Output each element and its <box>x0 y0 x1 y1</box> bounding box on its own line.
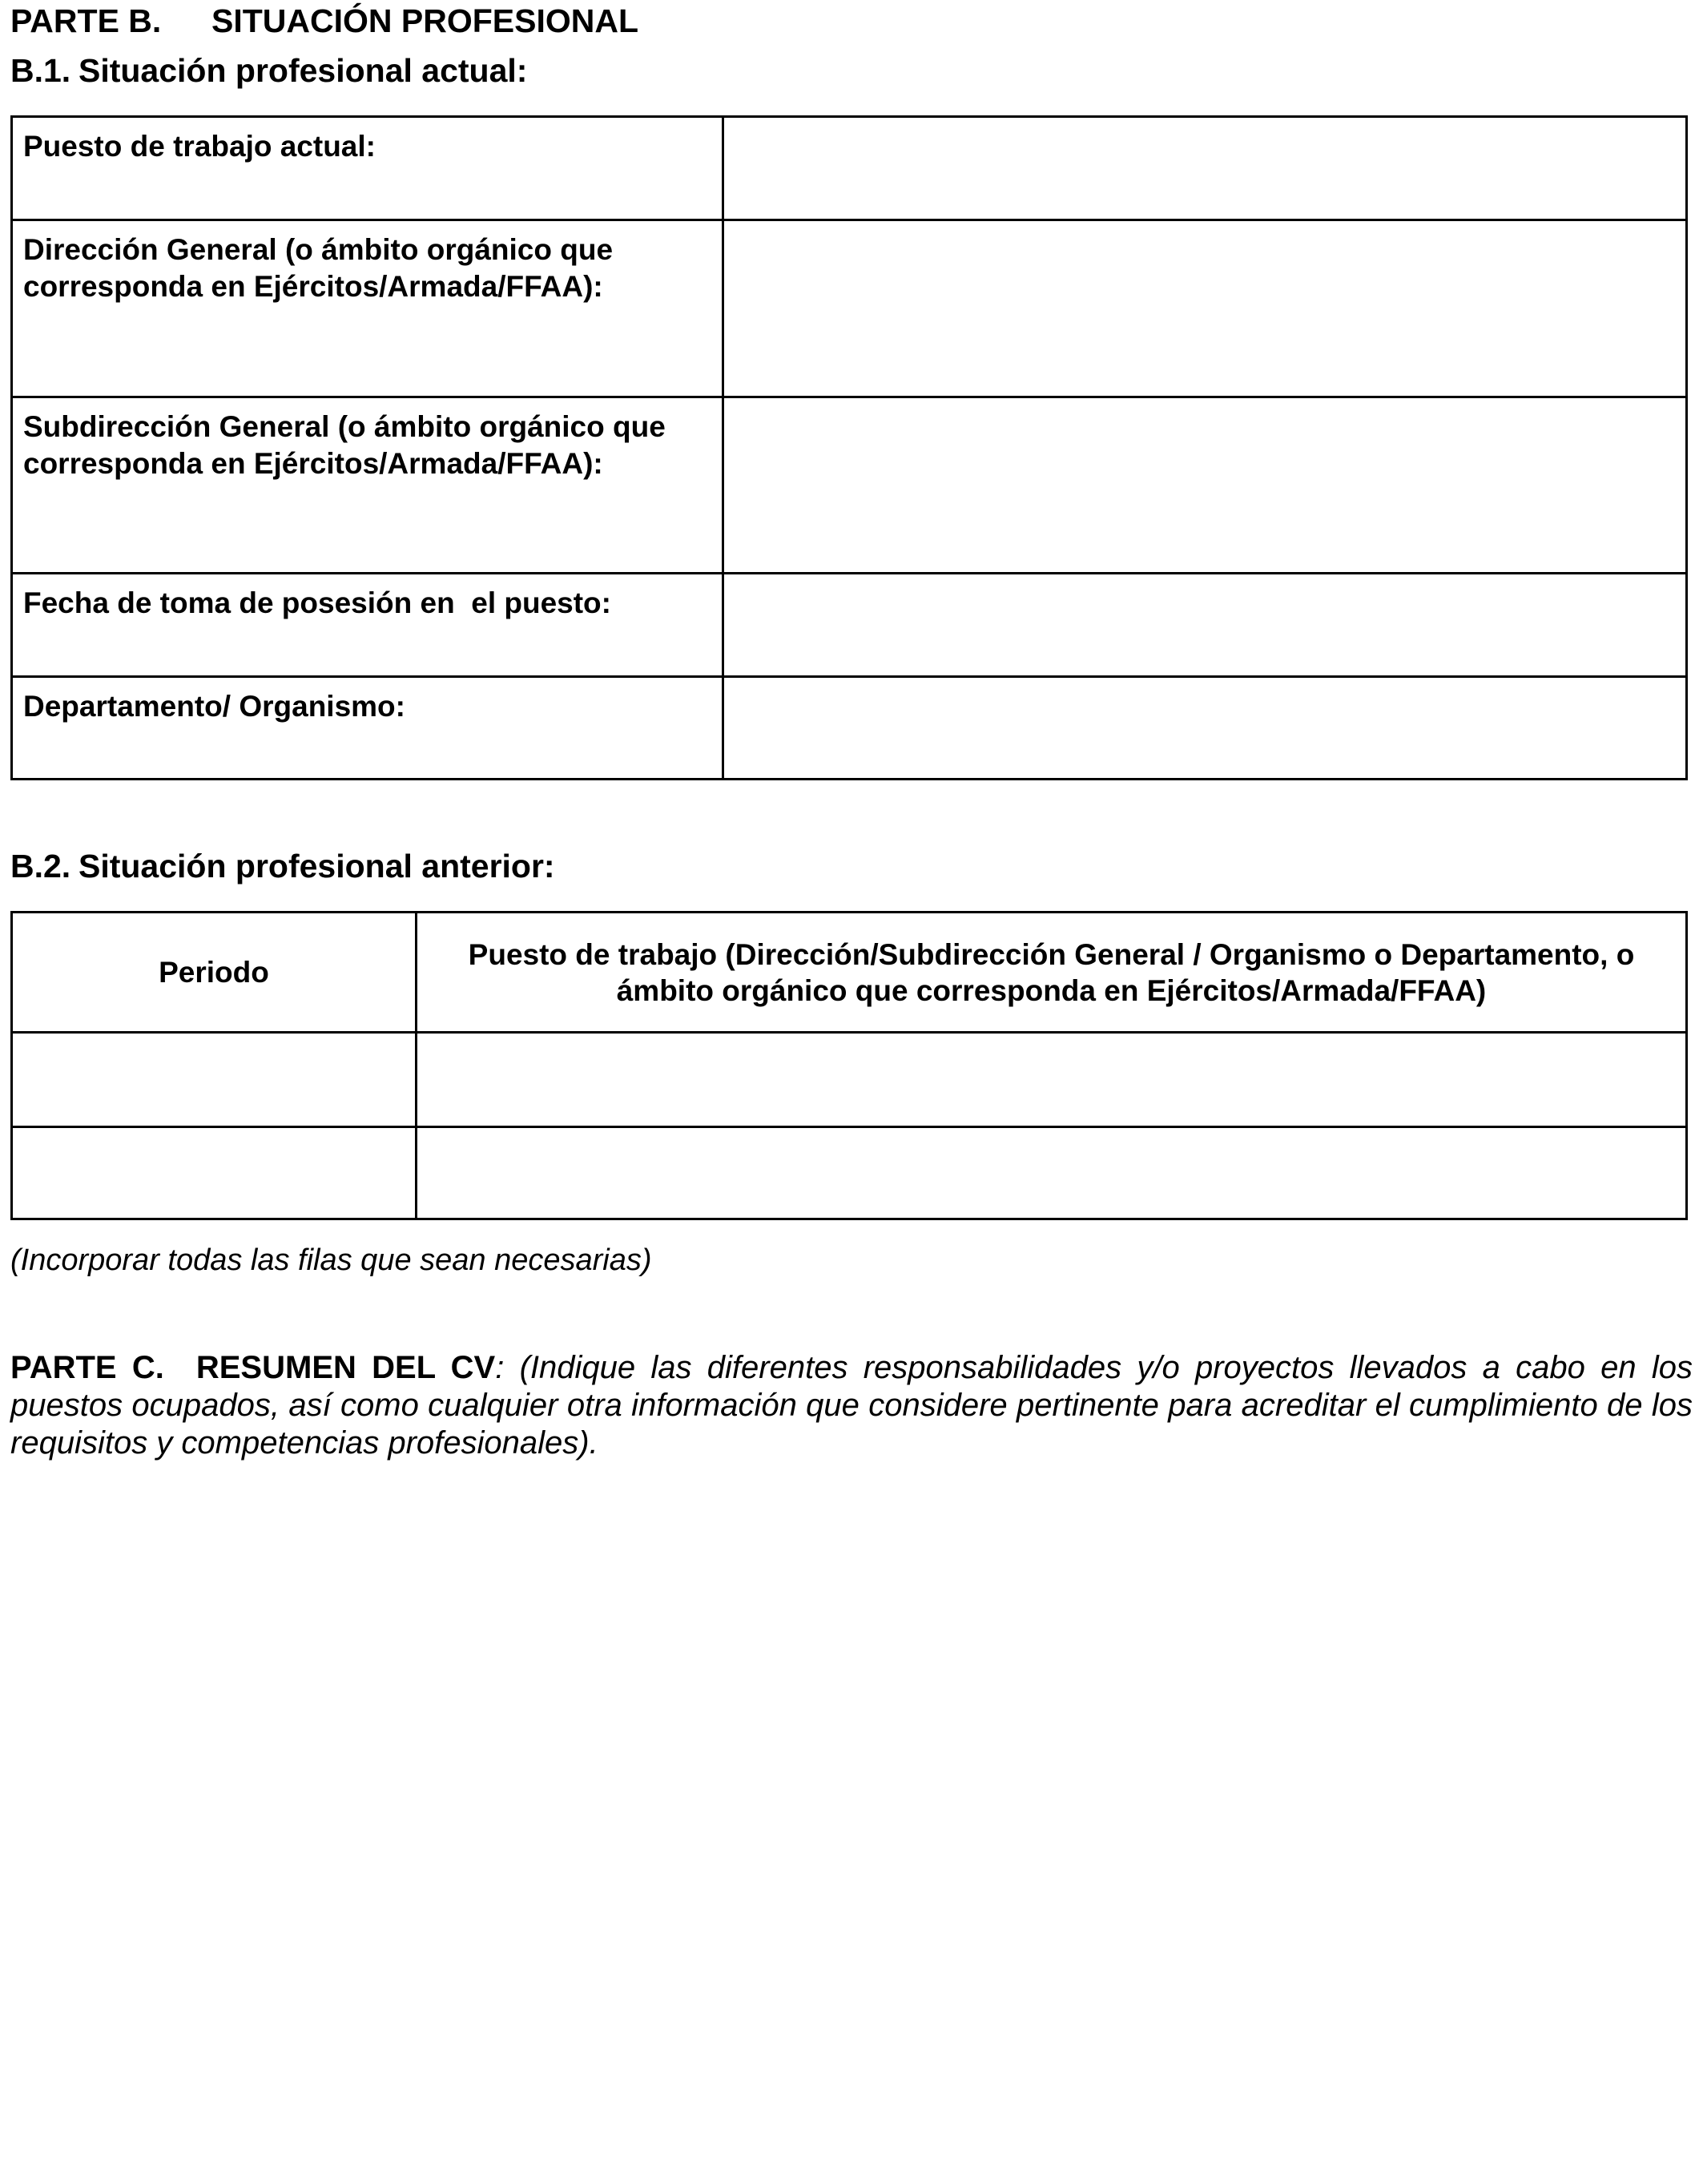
part-b-heading <box>10 2 1693 40</box>
value-cell-fecha-posesion[interactable] <box>723 574 1687 677</box>
table-row <box>12 574 1687 677</box>
table-row <box>12 1033 1687 1127</box>
value-cell-direccion-general[interactable] <box>723 220 1687 397</box>
section-b2-number: B.2. <box>10 848 71 884</box>
section-b1-heading <box>10 51 1693 90</box>
part-b-heading-number: PARTE B. <box>10 2 162 39</box>
value-cell-periodo-2[interactable] <box>12 1127 417 1219</box>
table-row <box>12 397 1687 574</box>
label-cell-fecha-posesion: Fecha de toma de posesión en el puesto: <box>12 574 723 677</box>
table-row <box>12 117 1687 220</box>
value-cell-departamento-organismo[interactable] <box>723 677 1687 780</box>
value-cell-puesto-1[interactable] <box>417 1033 1687 1127</box>
previous-positions-table <box>10 911 1688 1220</box>
header-cell-periodo: Periodo <box>12 913 417 1033</box>
section-b2-title: Situación profesional anterior: <box>79 848 555 884</box>
value-cell-subdireccion-general[interactable] <box>723 397 1687 574</box>
rows-note: (Incorporar todas las filas que sean necesarias) <box>10 1243 652 1277</box>
value-cell-puesto-actual[interactable] <box>723 117 1687 220</box>
section-b2-heading <box>10 847 1693 885</box>
label-cell-subdireccion-general: Subdirección General (o ámbito orgánico que corresponda en Ejércitos/Armada/FFAA): <box>12 397 723 574</box>
table-row <box>12 677 1687 780</box>
section-b1-number: B.1. <box>10 52 71 89</box>
part-c-heading-number: PARTE C. <box>10 1350 164 1385</box>
header-cell-puesto: Puesto de trabajo (Dirección/Subdirección General / Organismo o Departamento, o ámbito orgánico que corresponda en Ejércitos/Armada/FFAA) <box>417 913 1687 1033</box>
label-cell-departamento-organismo: Departamento/ Organismo: <box>12 677 723 780</box>
table-row <box>12 1127 1687 1219</box>
label-cell-puesto-actual: Puesto de trabajo actual: <box>12 117 723 220</box>
label-cell-direccion-general: Dirección General (o ámbito orgánico que corresponda en Ejércitos/Armada/FFAA): <box>12 220 723 397</box>
current-position-table <box>10 115 1688 780</box>
table-header-row <box>12 913 1687 1033</box>
part-c-description: : (Indique las diferentes responsabilidades y/o proyectos llevados a cabo en los puestos ocupados, así como cualquier otra información que considere pertinente para acreditar el cumplimiento de los requisitos y competencias profesionales). <box>10 1350 1693 1461</box>
section-b1-title: Situación profesional actual: <box>79 52 528 89</box>
part-c-heading-title: RESUMEN DEL CV <box>195 1350 496 1385</box>
table-row <box>12 220 1687 397</box>
part-b-heading-title: SITUACIÓN PROFESIONAL <box>211 2 639 39</box>
value-cell-periodo-1[interactable] <box>12 1033 417 1127</box>
value-cell-puesto-2[interactable] <box>417 1127 1687 1219</box>
part-c-paragraph <box>10 1349 1693 1462</box>
